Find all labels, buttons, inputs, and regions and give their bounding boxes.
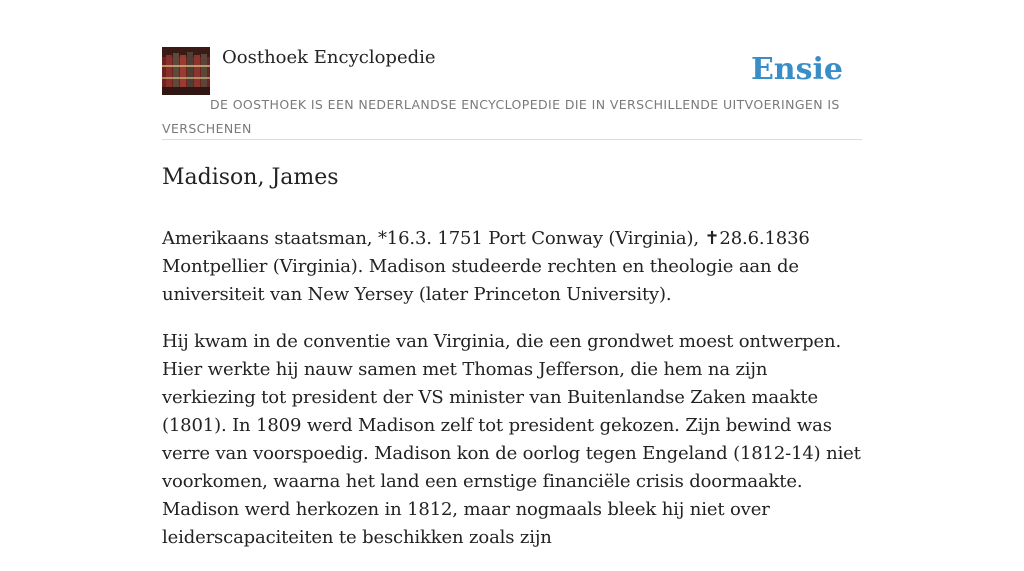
site-header xyxy=(162,46,862,140)
books-avatar-icon[interactable] xyxy=(162,47,210,95)
article-title: Madison, James xyxy=(162,165,339,190)
source-description: DE OOSTHOEK IS EEN NEDERLANDSE ENCYCLOPEDIE DIE IN VERSCHILLENDE UITVOERINGEN IS VERSCHENEN xyxy=(162,97,840,136)
article xyxy=(162,160,862,571)
article-paragraph-1: Amerikaans staatsman, *16.3. 1751 Port Conway (Virginia), ✝28.6.1836 Montpellier (Virginia). Madison studeerde rechten en theologie aan de universiteit van New Yersey (later Princeton University). xyxy=(162,228,810,305)
brand-logo-link[interactable]: Ensie xyxy=(750,52,843,87)
source-name-link[interactable]: Oosthoek Encyclopedie xyxy=(222,47,436,68)
books-avatar-image xyxy=(162,47,210,95)
article-paragraph-2: Hij kwam in de conventie van Virginia, die een grondwet moest ontwerpen. Hier werkte hij nauw samen met Thomas Jefferson, die hem na zijn verkiezing tot president der VS minister van Buitenlandse Zaken maakte (1801). In 1809 werd Madison zelf tot president gekozen. Zijn bewind was verre van voorspoedig. Madison kon de oorlog tegen Engeland (1812-14) niet voorkomen, waarna het land een ernstige financiële crisis doormaakte. Madison werd herkozen in 1812, maar nogmaals bleek hij niet over leiderscapaciteiten te beschikken zoals zijn xyxy=(162,331,861,548)
